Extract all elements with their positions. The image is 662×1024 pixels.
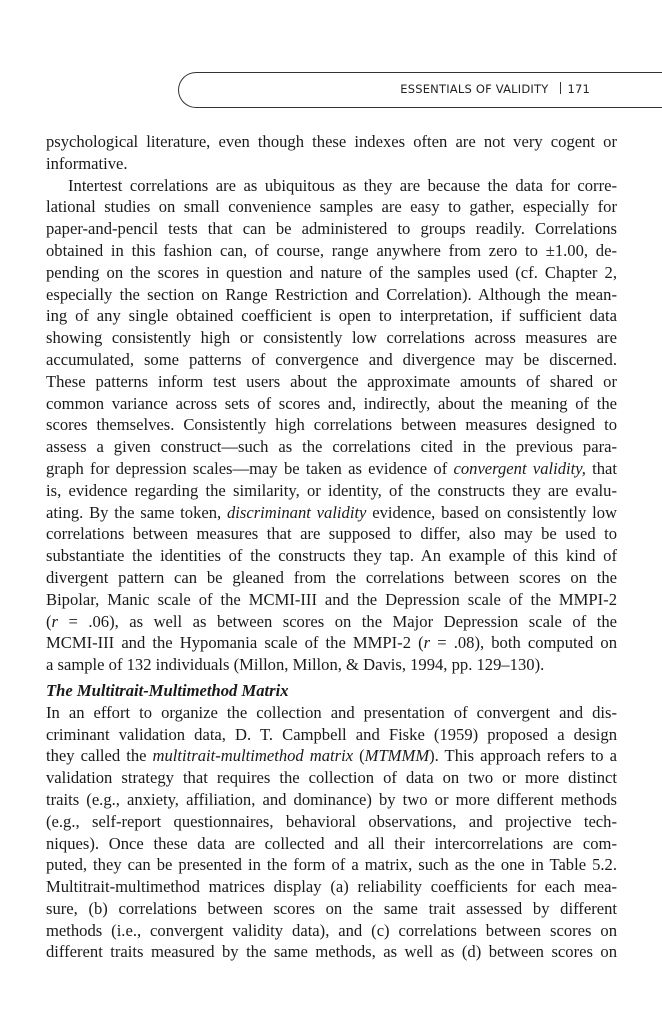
italic-term: r [51, 611, 58, 631]
text-line [46, 131, 617, 153]
text-segment: they called the [46, 746, 153, 766]
text-segment: divergent pattern can be gleaned from the correlations between scores on the [46, 567, 617, 587]
text-segment: ing of any single obtained coefficient is open to interpretation, if sufficient data [46, 306, 617, 326]
text-segment: graph for depression scales—may be taken as evidence of [46, 458, 454, 478]
header-divider [560, 82, 561, 94]
text-segment: obtained in this fashion can, of course, range anywhere from zero to ±1.00, de- [46, 240, 617, 260]
text-segment: = .06), as well as between scores on the Major Depression scale of the [58, 611, 617, 631]
text-segment: substantiate the identities of the constructs they tap. An example of this kind of [46, 546, 617, 566]
text-segment: (e.g., self-report questionnaires, behavioral observations, and projective tech- [46, 811, 617, 831]
text-line [46, 567, 617, 589]
text-line [46, 789, 617, 811]
text-line [46, 920, 617, 942]
text-segment: ating. By the same token, [46, 502, 227, 522]
text-segment: These patterns inform test users about the approximate amounts of shared or [46, 371, 617, 391]
text-segment: correlations between measures that are supposed to differ, also may be used to [46, 524, 617, 544]
text-line [46, 393, 617, 415]
text-segment: niques). Once these data are collected and all their intercorrelations are com- [46, 833, 617, 853]
text-line [46, 854, 617, 876]
text-segment: psychological literature, even though these indexes often are not very cogent or [46, 132, 617, 151]
paragraph [46, 131, 617, 175]
text-segment: sure, (b) correlations between scores on the same trait assessed by different [46, 898, 617, 918]
text-line [46, 876, 617, 898]
text-line [46, 745, 617, 767]
text-line [46, 153, 617, 175]
running-title: ESSENTIALS OF VALIDITY [400, 82, 549, 96]
text-line [46, 941, 617, 963]
text-line [46, 811, 617, 833]
italic-term: multitrait-multimethod matrix [152, 746, 354, 766]
text-segment: MCMI-III and the Hypomania scale of the MMPI-2 ( [46, 633, 424, 653]
italic-term: discriminant validity [226, 502, 367, 522]
text-segment: In an effort to organize the collection and presentation of convergent and dis- [46, 702, 617, 722]
text-line [46, 480, 617, 502]
text-segment: criminant validation data, D. T. Campbell and Fiske (1959) proposed a design [46, 724, 617, 744]
italic-term: convergent validity, [453, 458, 586, 478]
text-segment: showing consistently high or consistently low correlations across measures are [46, 328, 617, 348]
text-line [46, 702, 617, 724]
paragraph [46, 702, 617, 964]
text-segment: accumulated, some patterns of convergence and divergence may be discerned. [46, 349, 617, 369]
text-line [46, 767, 617, 789]
text-segment: assess a given construct—such as the correlations cited in the previous para- [46, 437, 617, 457]
text-segment: = .08), both computed on [430, 633, 618, 653]
text-line [46, 349, 617, 371]
text-line [46, 833, 617, 855]
text-line [46, 502, 617, 524]
text-segment: pending on the scores in question and nature of the samples used (cf. Chapter 2, [46, 262, 617, 282]
text-segment: is, evidence regarding the similarity, or identity, of the constructs they are evalu- [46, 480, 617, 500]
text-segment: evidence, based on consistently low [366, 502, 617, 522]
text-segment: paper-and-pencil tests that can be administered to groups readily. Correlations [46, 219, 617, 239]
text-segment: methods (i.e., convergent validity data), and (c) correlations between scores on [46, 920, 617, 940]
text-line [46, 724, 617, 746]
text-line [46, 327, 617, 349]
text-segment: ). This approach refers to a [429, 746, 617, 766]
text-line [46, 458, 617, 480]
italic-term: r [423, 633, 431, 653]
text-line [46, 240, 617, 262]
text-segment: validation strategy that requires the collection of data on two or more distinct [46, 768, 617, 788]
text-segment: informative. [46, 153, 128, 173]
text-segment: scores themselves. Consistently high correlations between measures designed to [46, 415, 617, 435]
text-segment: ( [353, 746, 365, 766]
text-line [46, 436, 617, 458]
text-segment: common variance across sets of scores and, indirectly, about the meaning of the [46, 393, 617, 413]
text-line [46, 284, 617, 306]
text-line [46, 523, 617, 545]
text-segment: Multitrait-multimethod matrices display (a) reliability coefficients for each mea- [46, 877, 617, 897]
paragraph [46, 175, 617, 676]
text-segment: Bipolar, Manic scale of the MCMI-III and the Depression scale of the MMPI-2 [46, 589, 617, 609]
text-line [46, 632, 617, 654]
section-heading: The Multitrait-Multimethod Matrix [46, 680, 289, 700]
text-segment: Intertest correlations are as ubiquitous as they are because the data for corre- [68, 175, 617, 195]
text-line [46, 898, 617, 920]
text-line [46, 654, 617, 676]
text-line [46, 589, 617, 611]
text-segment: a sample of 132 individuals (Millon, Millon, & Davis, 1994, pp. 129–130). [46, 655, 545, 675]
text-line [46, 611, 617, 633]
text-line [46, 218, 617, 240]
text-segment: ( [46, 611, 52, 631]
text-line [46, 414, 617, 436]
text-line [46, 262, 617, 284]
page-number: 171 [567, 82, 590, 96]
running-header [400, 82, 590, 96]
text-line [46, 196, 617, 218]
text-line [46, 371, 617, 393]
page-body [46, 131, 617, 963]
text-segment: that [585, 458, 618, 478]
text-line [46, 545, 617, 567]
text-line [46, 175, 617, 197]
text-line [46, 305, 617, 327]
italic-term: MTMMM [364, 746, 430, 766]
text-segment: lational studies on small convenience samples are easy to gather, especially for [46, 197, 617, 217]
text-segment: especially the section on Range Restriction and Correlation). Although the mean- [46, 284, 617, 304]
text-segment: traits (e.g., anxiety, affiliation, and dominance) by two or more different methods [46, 789, 617, 809]
text-segment: puted, they can be presented in the form of a matrix, such as the one in Table 5.2. [46, 855, 617, 875]
text-segment: different traits measured by the same methods, as well as (d) between scores on [46, 942, 617, 962]
